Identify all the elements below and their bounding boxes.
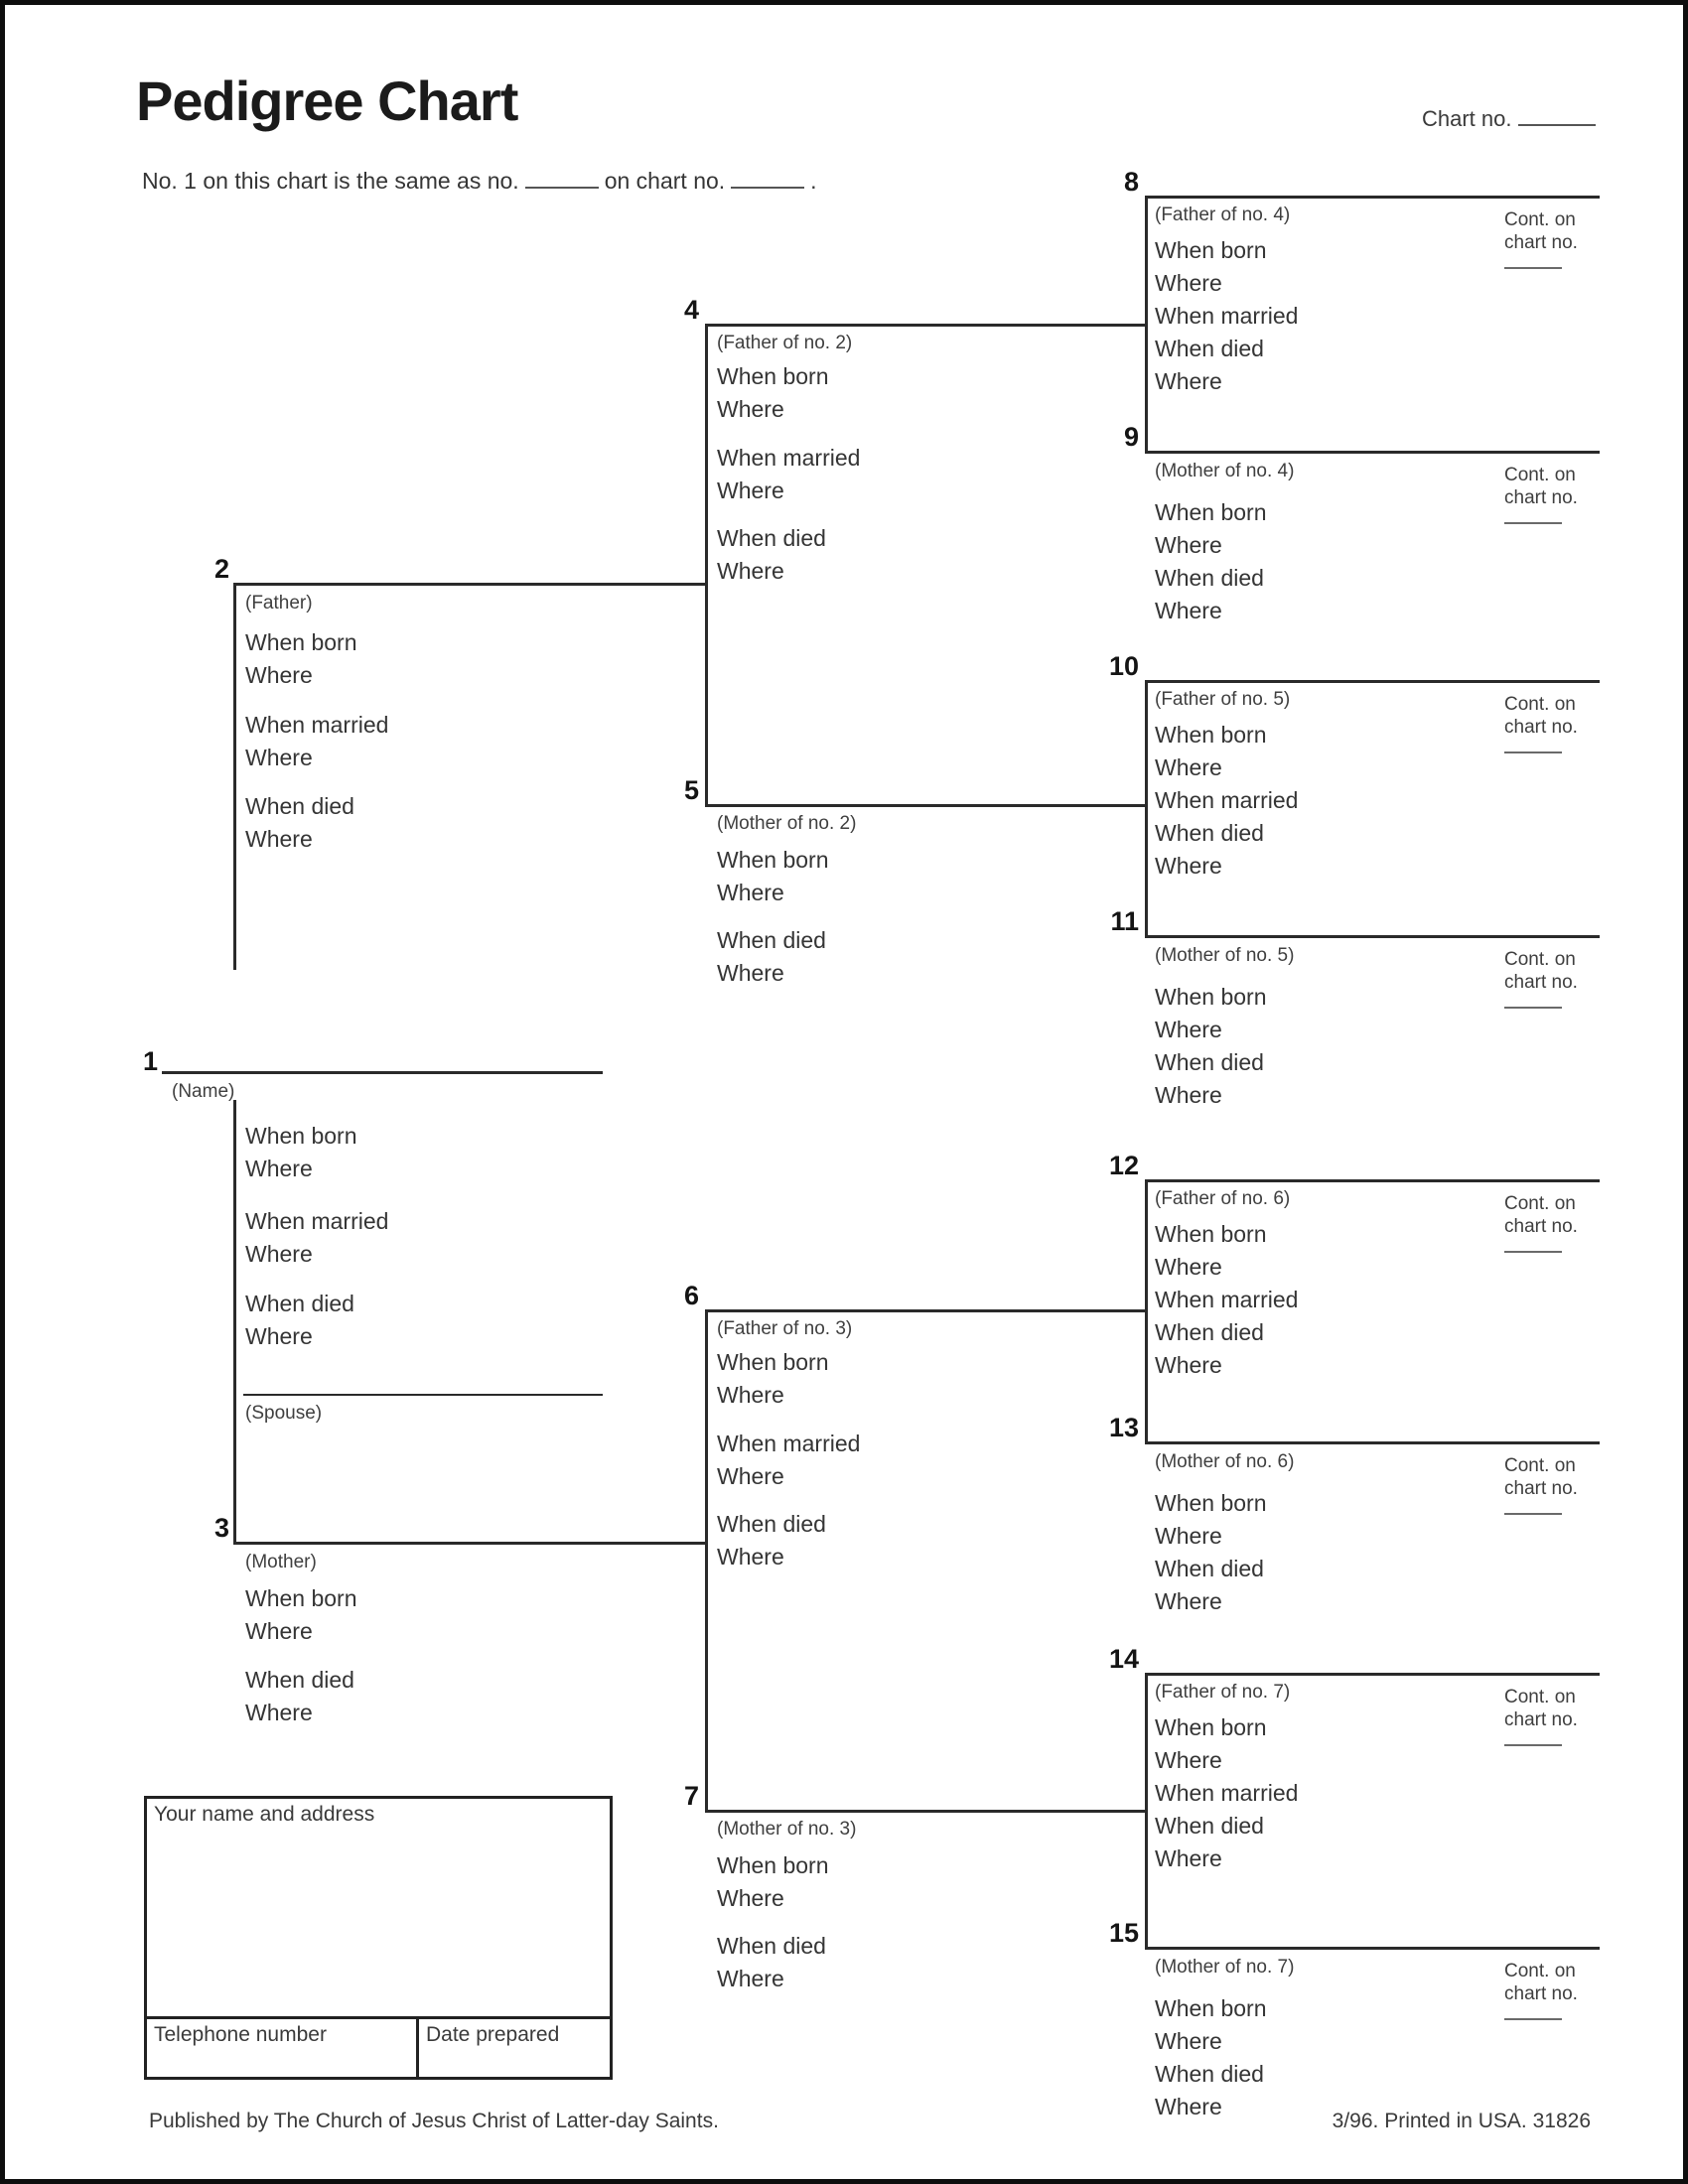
entry-6-role-label: (Father of no. 3) [717, 1318, 853, 1339]
field-where: Where [1155, 1845, 1222, 1871]
print-info: 3/96. Printed in USA. 31826 [1332, 2110, 1591, 2132]
field-when-died: When died [1155, 1813, 1264, 1839]
entry-13-line [1145, 1441, 1600, 1444]
field-when-died: When died [717, 525, 826, 551]
cont-chart-no-blank [1504, 2018, 1562, 2020]
field-where: Where [1155, 853, 1222, 879]
field-where: Where [717, 960, 784, 986]
entry-15-number: 15 [1108, 1918, 1139, 1948]
field-where: Where [717, 1885, 784, 1911]
cont-on-text: Cont. on [1504, 1961, 1576, 1981]
note-blank-1 [525, 164, 599, 189]
bracket-6-7 [705, 1309, 708, 1813]
chart-no-text: Chart no. [1422, 106, 1512, 131]
field-where: Where [717, 1463, 784, 1489]
bracket-4-5 [705, 324, 708, 807]
field-when-died: When died [245, 1291, 354, 1316]
note-period: . [810, 168, 817, 194]
entry-4-line [705, 324, 1147, 327]
entry-5-number: 5 [683, 775, 699, 805]
field-where: Where [245, 1618, 313, 1644]
field-when-born: When born [1155, 1995, 1267, 2021]
field-when-married: When married [245, 712, 389, 738]
field-where: Where [717, 396, 784, 422]
page-title: Pedigree Chart [136, 69, 518, 132]
field-where: Where [245, 1241, 313, 1267]
entry-2-role-label: (Father) [245, 593, 313, 614]
entry-6-number: 6 [683, 1281, 699, 1310]
entry-9-line [1145, 451, 1600, 454]
field-where: Where [1155, 1352, 1222, 1378]
cont-chart-no-blank [1504, 1513, 1562, 1515]
field-when-born: When born [1155, 722, 1267, 748]
entry-7-number: 7 [683, 1781, 699, 1811]
field-where: Where [1155, 1523, 1222, 1549]
field-where: Where [245, 1700, 313, 1725]
cont-chart-no-text: chart no. [1504, 1709, 1578, 1730]
field-where: Where [1155, 2094, 1222, 2119]
entry-14-line [1145, 1673, 1600, 1676]
field-where: Where [717, 1544, 784, 1570]
field-when-died: When died [1155, 336, 1264, 361]
cont-on-text: Cont. on [1504, 465, 1576, 485]
entry-3-line [233, 1542, 707, 1545]
info-box-vertical-divider [416, 2016, 419, 2080]
field-when-born: When born [1155, 1221, 1267, 1247]
entry-1-spouse-label: (Spouse) [245, 1403, 323, 1424]
entry-1-name-line [162, 1071, 603, 1074]
field-when-born: When born [1155, 499, 1267, 525]
cont-on-text: Cont. on [1504, 209, 1576, 230]
field-when-born: When born [245, 1585, 357, 1611]
field-when-died: When died [1155, 1319, 1264, 1345]
entry-4-role-label: (Father of no. 2) [717, 333, 853, 353]
entry-14-role-label: (Father of no. 7) [1155, 1682, 1291, 1703]
entry-10-number: 10 [1108, 651, 1139, 681]
field-when-died: When died [1155, 820, 1264, 846]
note-blank-2 [731, 164, 804, 189]
field-when-born: When born [245, 1123, 357, 1149]
bracket-8-9 [1145, 196, 1148, 454]
entry-13-role-label: (Mother of no. 6) [1155, 1451, 1295, 1472]
field-where: Where [717, 880, 784, 905]
entry-5-line [705, 804, 1147, 807]
entry-3-number: 3 [213, 1513, 229, 1543]
chart-note [142, 164, 817, 195]
field-when-married: When married [717, 445, 861, 471]
cont-chart-no-blank [1504, 751, 1562, 753]
chart-no-label [1422, 102, 1602, 132]
field-where: Where [245, 662, 313, 688]
note-text-1: No. 1 on this chart is the same as no. [142, 168, 519, 194]
entry-12-role-label: (Father of no. 6) [1155, 1188, 1291, 1209]
field-when-died: When died [717, 1511, 826, 1537]
field-when-married: When married [1155, 303, 1299, 329]
bracket-1-to-3 [233, 1100, 236, 1545]
cont-on-text: Cont. on [1504, 1455, 1576, 1476]
field-where: Where [1155, 1588, 1222, 1614]
field-when-married: When married [717, 1431, 861, 1456]
entry-11-role-label: (Mother of no. 5) [1155, 945, 1295, 966]
cont-chart-no-blank [1504, 267, 1562, 269]
field-when-died: When died [1155, 2061, 1264, 2087]
field-where: Where [1155, 1017, 1222, 1042]
info-box-divider [147, 2016, 610, 2019]
entry-8-line [1145, 196, 1600, 199]
bracket-14-15 [1145, 1673, 1148, 1950]
entry-1-role-label: (Name) [172, 1081, 235, 1102]
chart-no-blank [1518, 102, 1596, 126]
bracket-father-2 [233, 583, 236, 970]
field-where: Where [1155, 1082, 1222, 1108]
field-where: Where [1155, 270, 1222, 296]
cont-chart-no-text: chart no. [1504, 487, 1578, 508]
field-when-born: When born [1155, 984, 1267, 1010]
entry-7-line [705, 1810, 1147, 1813]
entry-8-number: 8 [1123, 167, 1139, 197]
entry-14-number: 14 [1108, 1644, 1139, 1674]
field-where: Where [717, 1966, 784, 1991]
field-when-married: When married [1155, 1780, 1299, 1806]
entry-15-line [1145, 1947, 1600, 1950]
cont-chart-no-text: chart no. [1504, 1478, 1578, 1499]
entry-9-role-label: (Mother of no. 4) [1155, 461, 1295, 481]
field-when-born: When born [1155, 237, 1267, 263]
field-when-died: When died [1155, 1049, 1264, 1075]
field-where: Where [1155, 2028, 1222, 2054]
entry-12-line [1145, 1179, 1600, 1182]
field-when-died: When died [717, 927, 826, 953]
entry-1-number: 1 [142, 1046, 158, 1076]
field-where: Where [245, 1156, 313, 1181]
field-when-died: When died [245, 1667, 354, 1693]
field-where: Where [1155, 598, 1222, 623]
note-text-2: on chart no. [604, 168, 726, 194]
entry-4-number: 4 [683, 295, 699, 325]
entry-15-role-label: (Mother of no. 7) [1155, 1957, 1295, 1978]
entry-10-line [1145, 680, 1600, 683]
field-when-born: When born [245, 629, 357, 655]
cont-on-text: Cont. on [1504, 1687, 1576, 1707]
field-where: Where [245, 745, 313, 770]
publisher-note: Published by The Church of Jesus Christ of Latter-day Saints. [149, 2110, 719, 2132]
cont-chart-no-text: chart no. [1504, 717, 1578, 738]
bracket-10-11 [1145, 680, 1148, 938]
entry-11-line [1145, 935, 1600, 938]
cont-chart-no-blank [1504, 1007, 1562, 1009]
field-when-died: When died [1155, 565, 1264, 591]
field-when-born: When born [717, 1852, 829, 1878]
entry-9-number: 9 [1123, 422, 1139, 452]
field-where: Where [245, 826, 313, 852]
field-where: Where [1155, 754, 1222, 780]
field-when-born: When born [717, 847, 829, 873]
field-where: Where [1155, 1747, 1222, 1773]
field-when-died: When died [1155, 1556, 1264, 1581]
cont-on-text: Cont. on [1504, 1193, 1576, 1214]
cont-chart-no-blank [1504, 1251, 1562, 1253]
entry-10-role-label: (Father of no. 5) [1155, 689, 1291, 710]
field-when-born: When born [1155, 1490, 1267, 1516]
field-where: Where [1155, 368, 1222, 394]
field-when-died: When died [717, 1933, 826, 1959]
entry-2-number: 2 [213, 554, 229, 584]
field-where: Where [1155, 1254, 1222, 1280]
field-when-married: When married [1155, 1287, 1299, 1312]
cont-chart-no-blank [1504, 522, 1562, 524]
field-where: Where [245, 1323, 313, 1349]
entry-11-number: 11 [1110, 906, 1139, 936]
entry-7-role-label: (Mother of no. 3) [717, 1819, 857, 1840]
field-when-died: When died [245, 793, 354, 819]
entry-6-line [705, 1309, 1147, 1312]
cont-chart-no-blank [1504, 1744, 1562, 1746]
entry-8-role-label: (Father of no. 4) [1155, 205, 1291, 225]
field-when-married: When married [245, 1208, 389, 1234]
field-where: Where [717, 478, 784, 503]
field-where: Where [1155, 532, 1222, 558]
date-prepared-label: Date prepared [426, 2023, 560, 2046]
cont-chart-no-text: chart no. [1504, 972, 1578, 993]
cont-chart-no-text: chart no. [1504, 1983, 1578, 2004]
cont-chart-no-text: chart no. [1504, 1216, 1578, 1237]
field-where: Where [717, 558, 784, 584]
preparer-info-box [144, 1796, 613, 2080]
name-address-label: Your name and address [154, 1803, 375, 1826]
cont-on-text: Cont. on [1504, 949, 1576, 970]
entry-13-number: 13 [1108, 1413, 1139, 1442]
field-when-born: When born [717, 363, 829, 389]
entry-12-number: 12 [1108, 1151, 1139, 1180]
field-where: Where [717, 1382, 784, 1408]
entry-3-role-label: (Mother) [245, 1552, 317, 1572]
cont-on-text: Cont. on [1504, 694, 1576, 715]
cont-chart-no-text: chart no. [1504, 232, 1578, 253]
entry-1-spouse-line [243, 1394, 603, 1396]
bracket-12-13 [1145, 1179, 1148, 1444]
field-when-married: When married [1155, 787, 1299, 813]
field-when-born: When born [717, 1349, 829, 1375]
entry-5-role-label: (Mother of no. 2) [717, 813, 857, 834]
field-when-born: When born [1155, 1714, 1267, 1740]
telephone-label: Telephone number [154, 2023, 327, 2046]
entry-2-line [233, 583, 707, 586]
